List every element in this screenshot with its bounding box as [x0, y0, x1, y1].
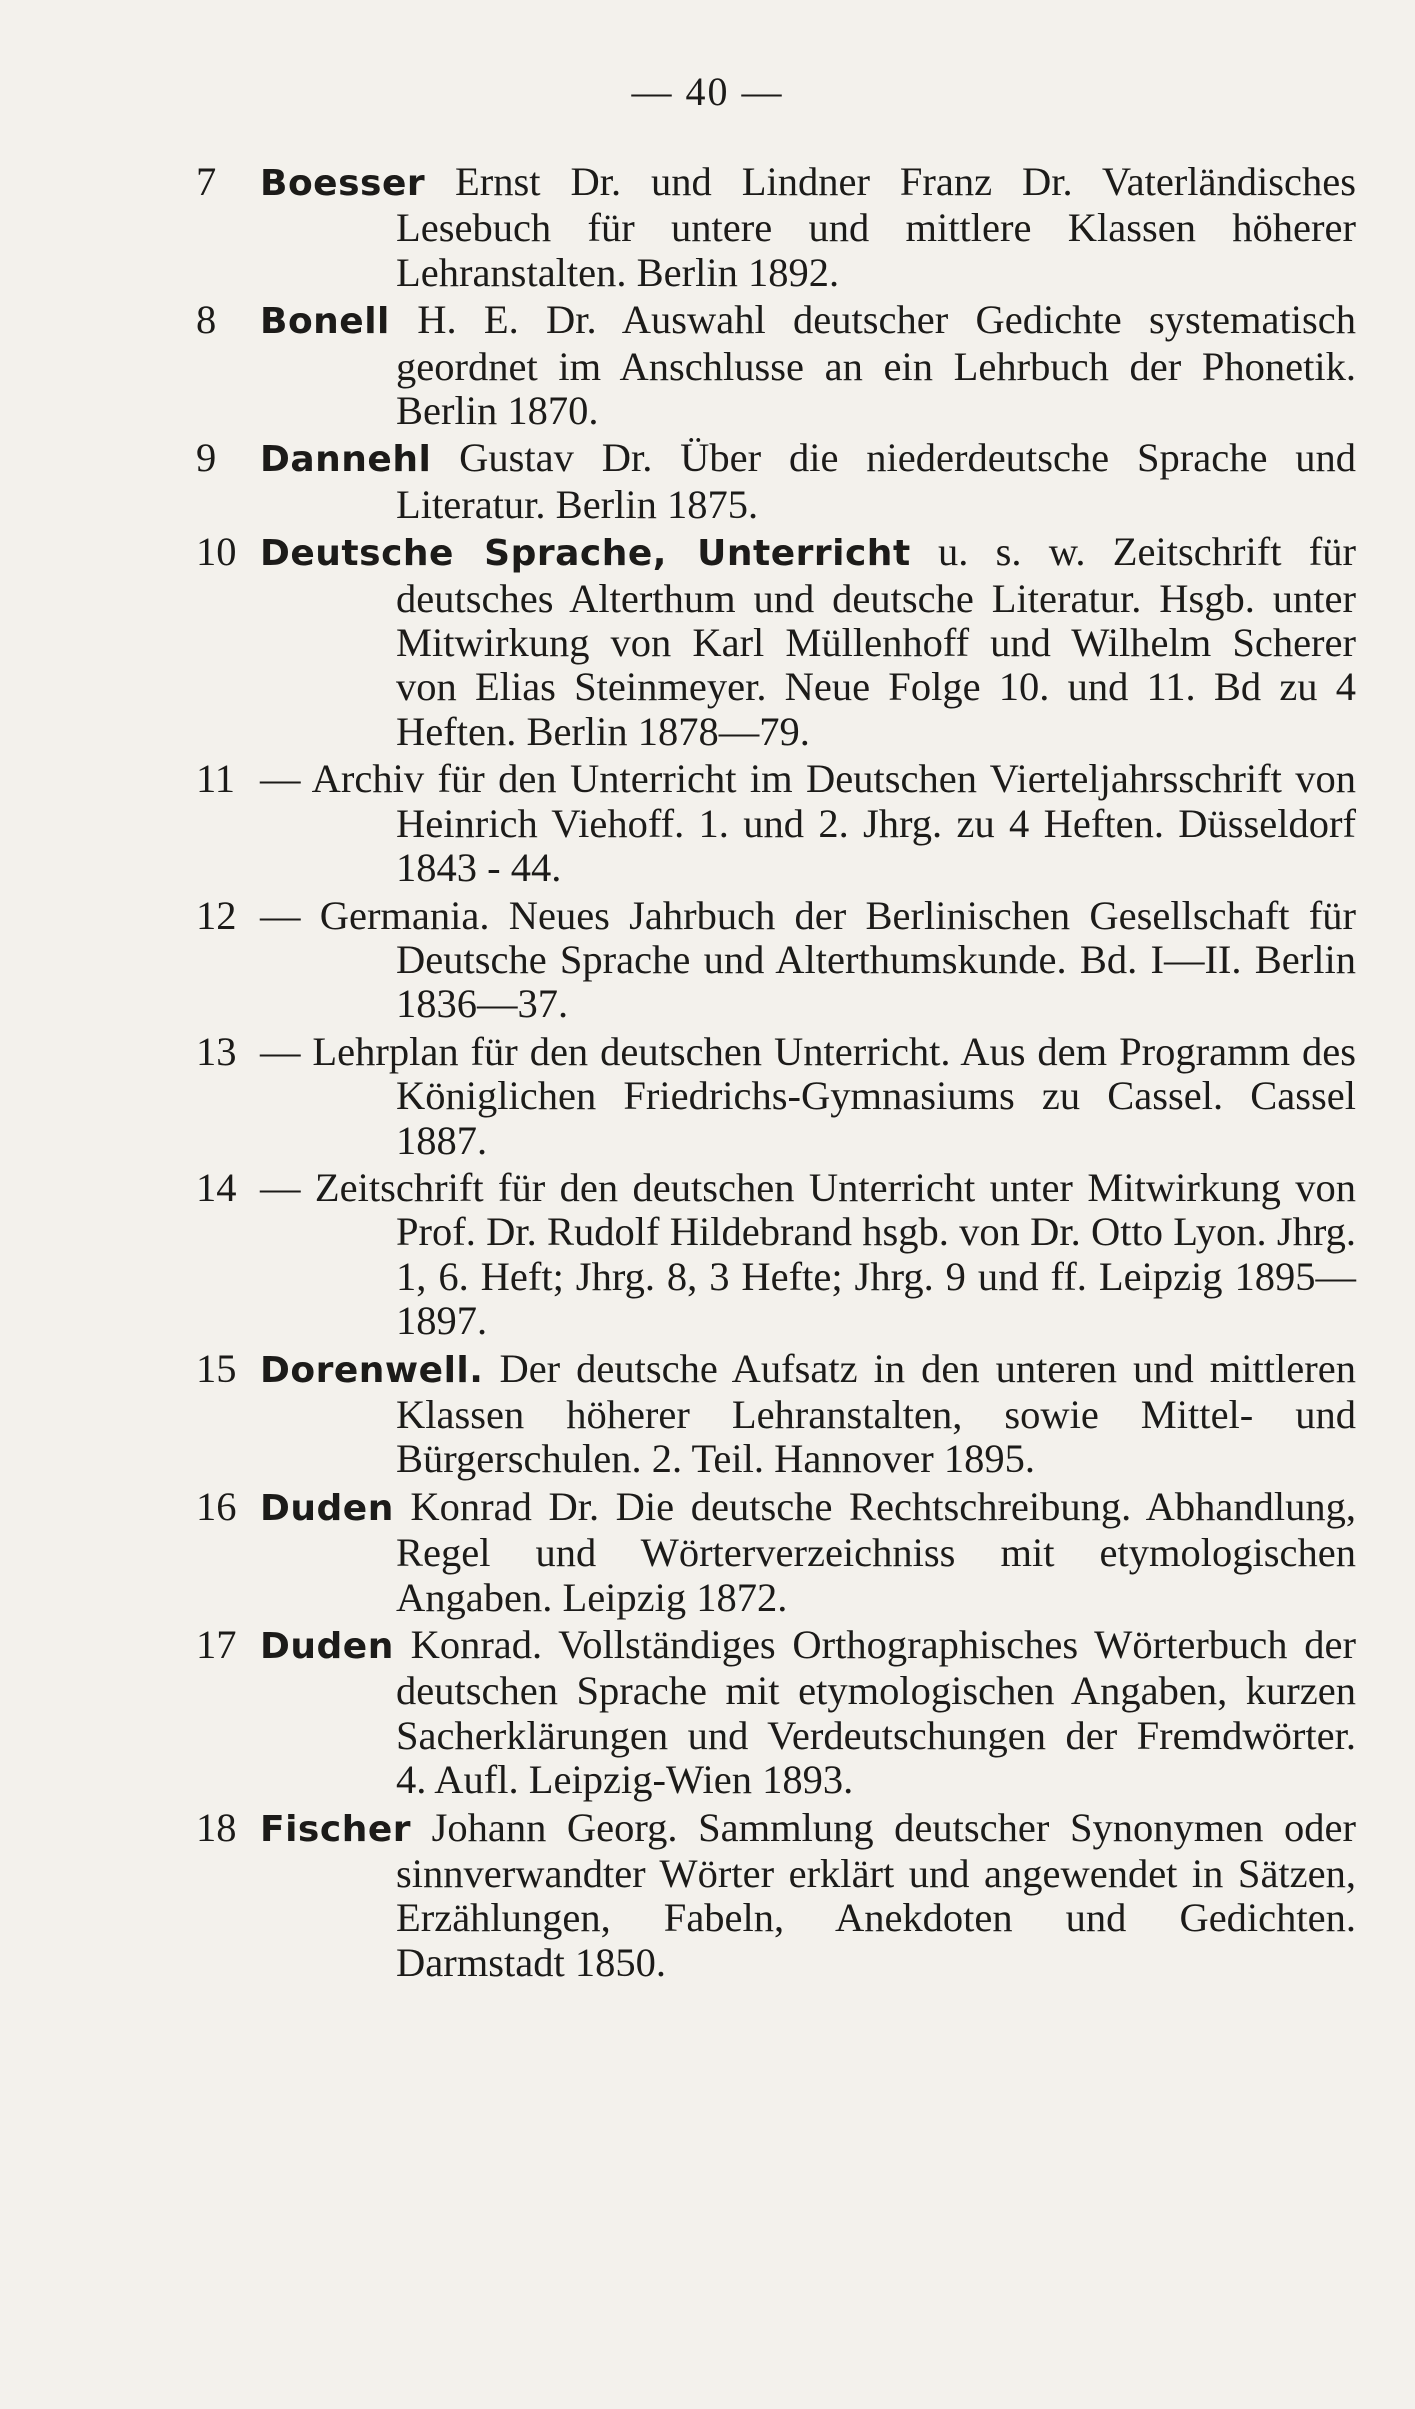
entry-number: 14 [196, 1164, 237, 1210]
entry-author: Duden [260, 1487, 394, 1529]
entry-text: Konrad Dr. Die deutsche Rechtschreibung. Abhandlung, Regel und Wörterverzeichniss mit etymologischen Angaben. Leipzig 1872. [393, 1483, 1356, 1620]
entry-number: 7 [196, 159, 217, 204]
entry-author: Bonell [260, 301, 390, 343]
entry-author: Fischer [260, 1808, 411, 1850]
bibliography-entry [196, 530, 1356, 754]
entry-text: — Germania. Neues Jahrbuch der Berlinischen Gesellschaft für Deutsche Sprache und Alterthumskunde. Bd. I—II. Berlin 1836—37. [260, 892, 1356, 1027]
entry-text: Gustav Dr. Über die niederdeutsche Sprache und Literatur. Berlin 1875. [396, 435, 1356, 527]
entry-number: 15 [196, 1345, 237, 1391]
entry-number: 16 [196, 1483, 237, 1529]
entry-number: 10 [196, 529, 237, 575]
page-number: — 40 — [631, 69, 784, 114]
entry-author: Deutsche Sprache, Unterricht [260, 533, 911, 575]
entry-author: Dorenwell. [260, 1349, 484, 1391]
bibliography-entry [196, 160, 1356, 295]
entry-number: 11 [196, 756, 235, 802]
entry-author: Duden [260, 1626, 394, 1667]
entry-number: 8 [196, 297, 217, 343]
entry-number: 18 [196, 1804, 237, 1850]
entry-number: 9 [196, 435, 217, 481]
entry-text: — Lehrplan für den deutschen Unterricht. Aus dem Programm des Königlichen Friedrichs-Gymnasiums zu Cassel. Cassel 1887. [260, 1028, 1356, 1163]
bibliography-entry [196, 757, 1356, 890]
entry-text: u. s. w. Zeitschrift für deutsches Alterthum und deutsche Literatur. Hsgb. unter Mitwirkung von Karl Müllenhoff und Wilhelm Scherer von Elias Steinmeyer. Neue Folge 10. und 11. Bd zu 4 Heften. Berlin 1878—79. [396, 529, 1356, 754]
entry-text: Johann Georg. Sammlung deutscher Synonymen oder sinnverwandter Wörter erklärt und angewendet in Sätzen, Erzählungen, Fabeln, Anekdoten und Gedichten. Darmstadt 1850. [396, 1804, 1356, 1985]
entry-author: Dannehl [260, 439, 432, 481]
entry-text: — Zeitschrift für den deutschen Unterricht unter Mitwirkung von Prof. Dr. Rudolf Hildebrand hsgb. von Dr. Otto Lyon. Jhrg. 1, 6. Heft; Jhrg. 8, 3 Hefte; Jhrg. 9 und ff. Leipzig 1895—1897. [260, 1164, 1356, 1344]
bibliography-entry [196, 1623, 1356, 1803]
bibliography-entry [196, 1166, 1356, 1344]
entry-text: Konrad. Vollständiges Orthographisches Wörterbuch der deutschen Sprache mit etymologischen Angaben, kurzen Sacherklärungen und Verdeutschungen der Fremdwörter. 4. Aufl. Leipzig-Wien 1893. [393, 1622, 1356, 1803]
bibliography-entry [196, 436, 1356, 527]
entry-text: — Archiv für den Unterricht im Deutschen Vierteljahrsschrift von Heinrich Viehoff. 1. und 2. Jhrg. zu 4 Heften. Düsseldorf 1843 - 44. [260, 756, 1356, 891]
bibliography-entry [196, 298, 1356, 433]
entry-text: H. E. Dr. Auswahl deutscher Gedichte systematisch geordnet im Anschlusse an ein Lehrbuch der Phonetik. Berlin 1870. [389, 297, 1356, 434]
entry-number: 12 [196, 892, 237, 938]
entry-number: 13 [196, 1028, 237, 1074]
entry-text: Ernst Dr. und Lindner Franz Dr. Vaterländisches Lesebuch für untere und mittlere Klassen höherer Lehranstalten. Berlin 1892. [396, 159, 1356, 295]
entry-author: Boesser [260, 163, 426, 204]
bibliography-entry [196, 894, 1356, 1027]
bibliography-entry [196, 1030, 1356, 1163]
bibliography-entry [196, 1485, 1356, 1620]
entry-text: Der deutsche Aufsatz in den unteren und mittleren Klassen höherer Lehranstalten, sowie Mittel- und Bürgerschulen. 2. Teil. Hannover 1895. [396, 1345, 1356, 1482]
bibliography-entry [196, 1806, 1356, 1986]
bibliography-entry [196, 1347, 1356, 1482]
bibliography-list [196, 160, 1356, 1988]
entry-number: 17 [196, 1622, 237, 1667]
